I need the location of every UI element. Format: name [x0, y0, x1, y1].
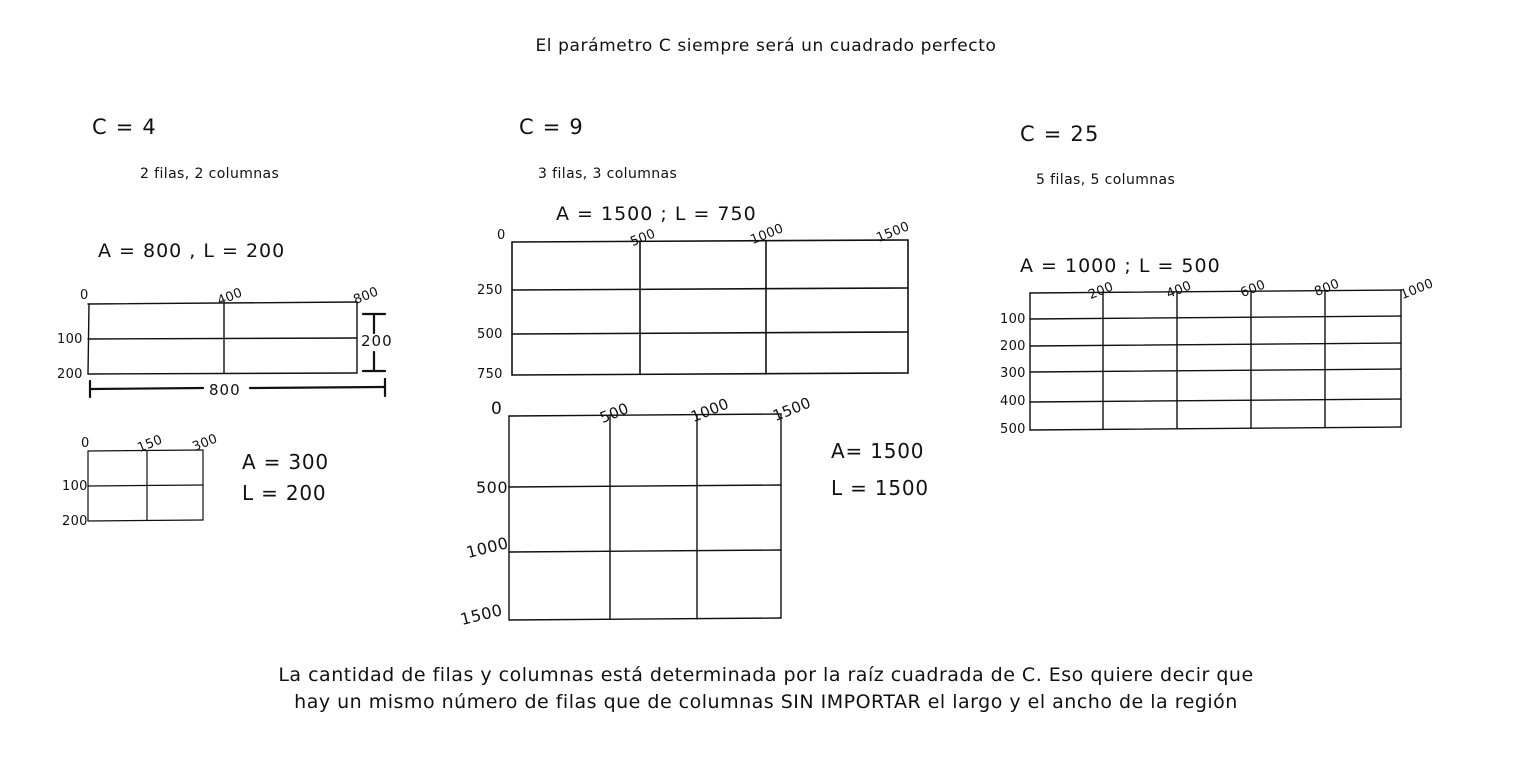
tick-y-c4a-2: 200: [57, 367, 83, 382]
tick-y-c9b-3: 1500: [458, 600, 505, 629]
case-label-c25: C = 25: [1020, 122, 1100, 146]
tick-y-c4a-1: 100: [57, 332, 83, 347]
tick-x-c9b-1: 500: [597, 399, 632, 427]
tick-x-c25-5: 1000: [1398, 276, 1436, 303]
case-sub-c25: 5 filas, 5 columnas: [1036, 172, 1176, 188]
tick-y-c25-3: 300: [1000, 366, 1026, 381]
tick-x-c25-1: 200: [1086, 279, 1116, 303]
footer-line-1: La cantidad de filas y columnas está determinada por la raíz cuadrada de C. Eso quiere decir que: [278, 663, 1254, 686]
case-label-c4: C = 4: [92, 115, 157, 139]
footer-line-2: hay un mismo número de filas que de columnas SIN IMPORTAR el largo y el ancho de la región: [294, 691, 1238, 714]
tick-x-c9b-3: 1500: [770, 393, 814, 425]
tick-x-c9b-0: 0: [491, 399, 503, 419]
tick-x-c4a-1: 400: [215, 285, 245, 309]
page-title: El parámetro C siempre será un cuadrado perfecto: [535, 36, 997, 56]
tick-x-c4b-0: 0: [81, 436, 90, 451]
footer-text: [0, 662, 1532, 717]
case-sub-c4: 2 filas, 2 columnas: [140, 166, 280, 182]
tick-x-c9a-2: 1000: [748, 221, 786, 248]
tick-y-c9a-2: 500: [477, 327, 503, 342]
side-note-c4b-area: A = 300: [242, 450, 329, 474]
tick-y-c9b-2: 1000: [464, 533, 511, 562]
tick-y-c9a-1: 250: [477, 283, 503, 298]
tick-x-c25-2: 400: [1164, 278, 1194, 302]
tick-x-c9b-2: 1000: [688, 394, 732, 426]
tick-y-c9b-1: 500: [476, 478, 509, 497]
tick-y-c25-1: 100: [1000, 312, 1026, 327]
tick-x-c4a-2: 800: [351, 284, 381, 308]
tick-x-c25-3: 600: [1238, 277, 1268, 301]
dim-note-c9-a: A = 1500 ; L = 750: [556, 203, 757, 225]
width-label-c4a: 800: [209, 381, 241, 399]
tick-x-c4b-2: 300: [190, 431, 220, 455]
tick-x-c9a-0: 0: [497, 228, 506, 243]
dim-note-c4-a: A = 800 , L = 200: [98, 240, 286, 262]
tick-y-c9a-3: 750: [477, 367, 503, 382]
tick-x-c9a-1: 500: [628, 226, 658, 250]
tick-y-c25-2: 200: [1000, 339, 1026, 354]
side-note-c9b-length: L = 1500: [831, 476, 929, 500]
side-note-c4b-length: L = 200: [242, 481, 327, 505]
case-label-c9: C = 9: [519, 115, 584, 139]
tick-x-c4b-1: 150: [135, 432, 165, 456]
tick-x-c25-4: 800: [1312, 276, 1342, 300]
height-label-c4a: 200: [361, 332, 393, 350]
case-sub-c9: 3 filas, 3 columnas: [538, 166, 678, 182]
tick-y-c4b-1: 100: [62, 479, 88, 494]
tick-x-c4a-0: 0: [80, 288, 89, 303]
side-note-c9b-area: A= 1500: [831, 439, 925, 463]
dim-note-c25: A = 1000 ; L = 500: [1020, 255, 1221, 277]
tick-y-c25-4: 400: [1000, 394, 1026, 409]
tick-x-c9a-3: 1500: [874, 219, 912, 246]
tick-y-c4b-2: 200: [62, 514, 88, 529]
tick-y-c25-5: 500: [1000, 422, 1026, 437]
